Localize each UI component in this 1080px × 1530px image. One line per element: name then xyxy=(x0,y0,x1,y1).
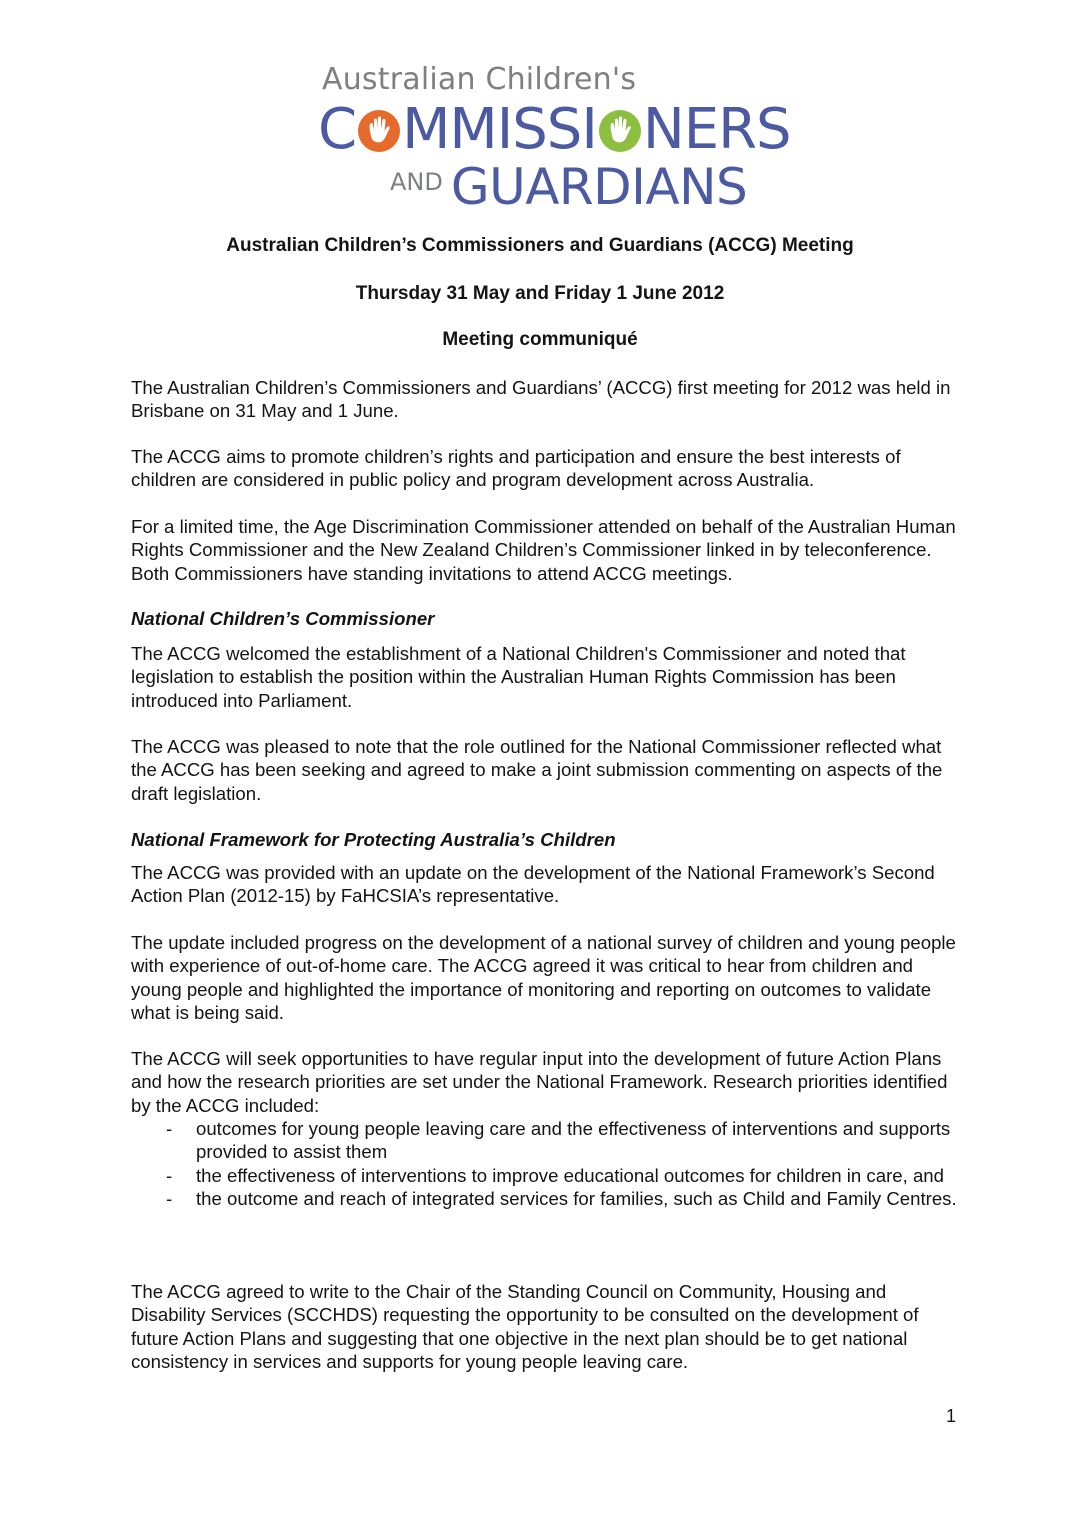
logo-line-commissioners xyxy=(318,97,791,162)
document-subtitle: Meeting communiqué xyxy=(442,329,638,350)
logo-text-c: C xyxy=(318,97,357,162)
section1-paragraph-1: The ACCG welcomed the establishment of a National Children's Commissioner and noted that legislation to establish the position within the Australian Human Rights Commission has been introduced into Parliament. xyxy=(131,643,906,711)
logo-line-and-guardians xyxy=(390,158,748,216)
logo-text-ners: NERS xyxy=(642,97,791,162)
logo-text-and: AND xyxy=(390,168,443,196)
logo-line-australian-childrens: Australian Children's xyxy=(322,62,637,97)
list-item-text: outcomes for young people leaving care and the effectiveness of interventions and supports provided to assist them xyxy=(196,1118,951,1163)
section-heading-national-childrens-commissioner: National Children’s Commissioner xyxy=(131,608,435,629)
section2-paragraph-4: The ACCG agreed to write to the Chair of the Standing Council on Community, Housing and Disability Services (SCCHDS) requesting the opportunity to be consulted on the development of future Action Plans and suggesting that one objective in the next plan should be to get national consistency in services and supports for young people leaving care. xyxy=(131,1281,919,1373)
list-item xyxy=(131,1164,961,1187)
intro-paragraph-1: The Australian Children’s Commissioners and Guardians’ (ACCG) first meeting for 2012 was held in Brisbane on 31 May and 1 June. xyxy=(131,377,951,422)
bullet-dash: - xyxy=(166,1188,173,1210)
research-priorities-list xyxy=(131,1117,961,1211)
section-heading-national-framework: National Framework for Protecting Australia’s Children xyxy=(131,829,616,850)
intro-paragraph-3: For a limited time, the Age Discrimination Commissioner attended on behalf of the Australian Human Rights Commissioner and the New Zealand Children’s Commissioner linked in by teleconference. Both Commissioners have standing invitations to attend ACCG meetings. xyxy=(131,516,956,584)
logo-text-guardians: GUARDIANS xyxy=(450,158,748,216)
section2-paragraph-1: The ACCG was provided with an update on the development of the National Framework’s Second Action Plan (2012-15) by FaHCSIA’s representative. xyxy=(131,862,935,907)
logo-text-mmissi: MMISSI xyxy=(402,97,597,162)
meeting-date: Thursday 31 May and Friday 1 June 2012 xyxy=(355,283,725,304)
section2-paragraph-3: The ACCG will seek opportunities to have regular input into the development of future Action Plans and how the research priorities are set under the National Framework. Research priorities identified by the ACCG included: xyxy=(131,1048,948,1116)
list-item xyxy=(131,1117,961,1164)
section1-paragraph-2: The ACCG was pleased to note that the role outlined for the National Commissioner reflected what the ACCG has been seeking and agreed to make a joint submission commenting on aspects of the draft legislation. xyxy=(131,736,943,804)
hand-green-icon xyxy=(598,109,642,153)
hand-orange-icon xyxy=(357,109,401,153)
section2-paragraph-2: The update included progress on the development of a national survey of children and young people with experience of out-of-home care. The ACCG agreed it was critical to hear from children and young people and highlighted the importance of monitoring and reporting on outcomes to validate what is being said. xyxy=(131,932,956,1024)
list-item-text: the outcome and reach of integrated services for families, such as Child and Family Centres. xyxy=(196,1188,957,1210)
intro-paragraph-2: The ACCG aims to promote children’s rights and participation and ensure the best interests of children are considered in public policy and program development across Australia. xyxy=(131,446,901,491)
bullet-dash: - xyxy=(166,1118,173,1139)
bullet-dash: - xyxy=(166,1164,173,1186)
page-number: 1 xyxy=(945,1406,956,1426)
list-item xyxy=(131,1187,961,1210)
list-item-text: the effectiveness of interventions to improve educational outcomes for children in care, and xyxy=(196,1164,944,1186)
accg-logo xyxy=(318,58,791,216)
document-title: Australian Children’s Commissioners and Guardians (ACCG) Meeting xyxy=(226,235,854,256)
